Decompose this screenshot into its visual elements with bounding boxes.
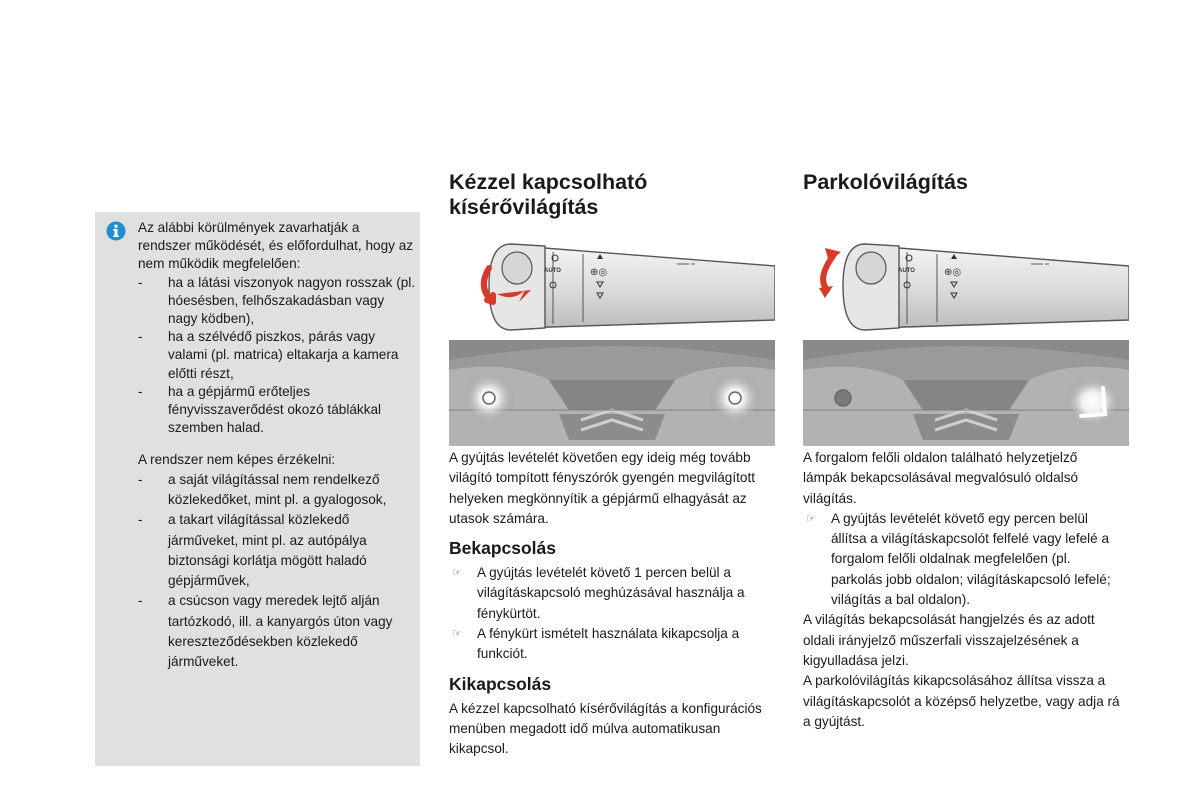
list-item: - a saját világítással nem rendelkező közlekedőket, mint pl. a gyalogosok, — [138, 471, 387, 507]
auto-label: AUTO — [898, 268, 915, 274]
off-text: A kézzel kapcsolható kísérővilágítás a konfigurációs menüben megadott idő múlva automatikusan kikapcsol. — [449, 700, 762, 757]
up-down-arrow-icon — [823, 256, 833, 290]
list-item: - ha a gépjármű erőteljes fényvisszaverődést okozó táblákkal szemben halad. — [138, 383, 382, 436]
left-column-body — [449, 448, 779, 760]
subheading-off: Kikapcsolás — [449, 673, 552, 694]
left-column-title — [449, 170, 779, 220]
list-item: ☞ A gyújtás levételét követő 1 percen belül a világításkapcsoló meghúzásával használja a fénykürtöt. — [452, 565, 745, 621]
section-title: Parkolóvilágítás — [803, 170, 968, 194]
parking-steps-list — [803, 509, 1123, 610]
auto-label: AUTO — [544, 268, 561, 274]
section-title-line2: kísérővilágítás — [449, 195, 599, 219]
info-box-text — [138, 219, 416, 673]
svg-text:⊕◎: ⊕◎ — [944, 267, 962, 278]
pointer-icon: ☞ — [452, 628, 462, 641]
list-item: - a takart világítással közlekedő járműveket, mint pl. az autópálya biztonsági korlátja mögött haladó gépjárművek, — [138, 512, 367, 589]
right-column-title — [803, 170, 1133, 195]
cannot-detect-list — [138, 470, 416, 673]
info-icon — [106, 221, 126, 241]
list-item: - ha a szélvédő piszkos, párás vagy valami (pl. matrica) eltakarja a kamera előtti részt, — [138, 329, 399, 381]
conditions-list — [138, 274, 416, 438]
stalk-illustration-pull — [449, 238, 775, 334]
car-front-headlights-image — [449, 340, 775, 446]
list-item: - a csúcson vagy meredek lejtő alján tartózkodó, ill. a kanyargós úton vagy kereszteződésekben közlekedő járműveket. — [138, 593, 393, 670]
stalk-illustration-up-down — [803, 238, 1129, 334]
pointer-icon: ☞ — [806, 512, 816, 525]
on-steps-list — [449, 563, 779, 664]
svg-text:⊕◎: ⊕◎ — [590, 267, 608, 278]
section-title: Kézzel kapcsolható — [449, 170, 648, 194]
subheading-on: Bekapcsolás — [449, 538, 557, 559]
side-parking-light — [1065, 376, 1121, 428]
section-description: A forgalom felőli oldalon található helyzetjelző lámpák bekapcsolásával megvalósuló oldalsó világítás. — [803, 450, 1079, 506]
info-intro: Az alábbi körülmények zavarhatják a rendszer működését, és előfordulhat, hogy az nem működik megfelelően: — [138, 220, 414, 272]
car-side-parking-light-image — [803, 340, 1129, 446]
signal-text: A világítás bekapcsolását hangjelzés és az adott oldali irányjelző műszerfali visszajelzésének a kigyulladása jelzi. — [803, 612, 1095, 668]
deactivate-text: A parkolóvilágítás kikapcsolásához állítsa vissza a világításkapcsolót a középső helyzetbe, vagy adja rá a gyújtást. — [803, 673, 1120, 729]
list-item: ☞ A fénykürt ismételt használata kikapcsolja a funkciót. — [452, 626, 740, 662]
pointer-icon: ☞ — [452, 567, 462, 580]
section-description: A gyújtás levételét követően egy ideig még tovább világító tompított fényszórók gyengén megvilágított helyeken megkönnyítik a gépjármű elhagyását az utasok számára. — [449, 450, 756, 526]
list-item: ☞ A gyújtás levételét követő egy percen belül állítsa a világításkapcsolót felfelé vagy lefelé a forgalom felőli oldalnak megfelelően (pl. parkolás jobb oldalon; világításkapcsoló lefelé; világítás a bal oldalon). — [806, 510, 1111, 608]
right-column-body — [803, 448, 1123, 732]
list-item: - ha a látási viszonyok nagyon rosszak (pl. hóesésben, felhőszakadásban vagy nagy ködben), — [138, 274, 416, 327]
cannot-detect-intro: A rendszer nem képes érzékelni: — [138, 452, 336, 468]
